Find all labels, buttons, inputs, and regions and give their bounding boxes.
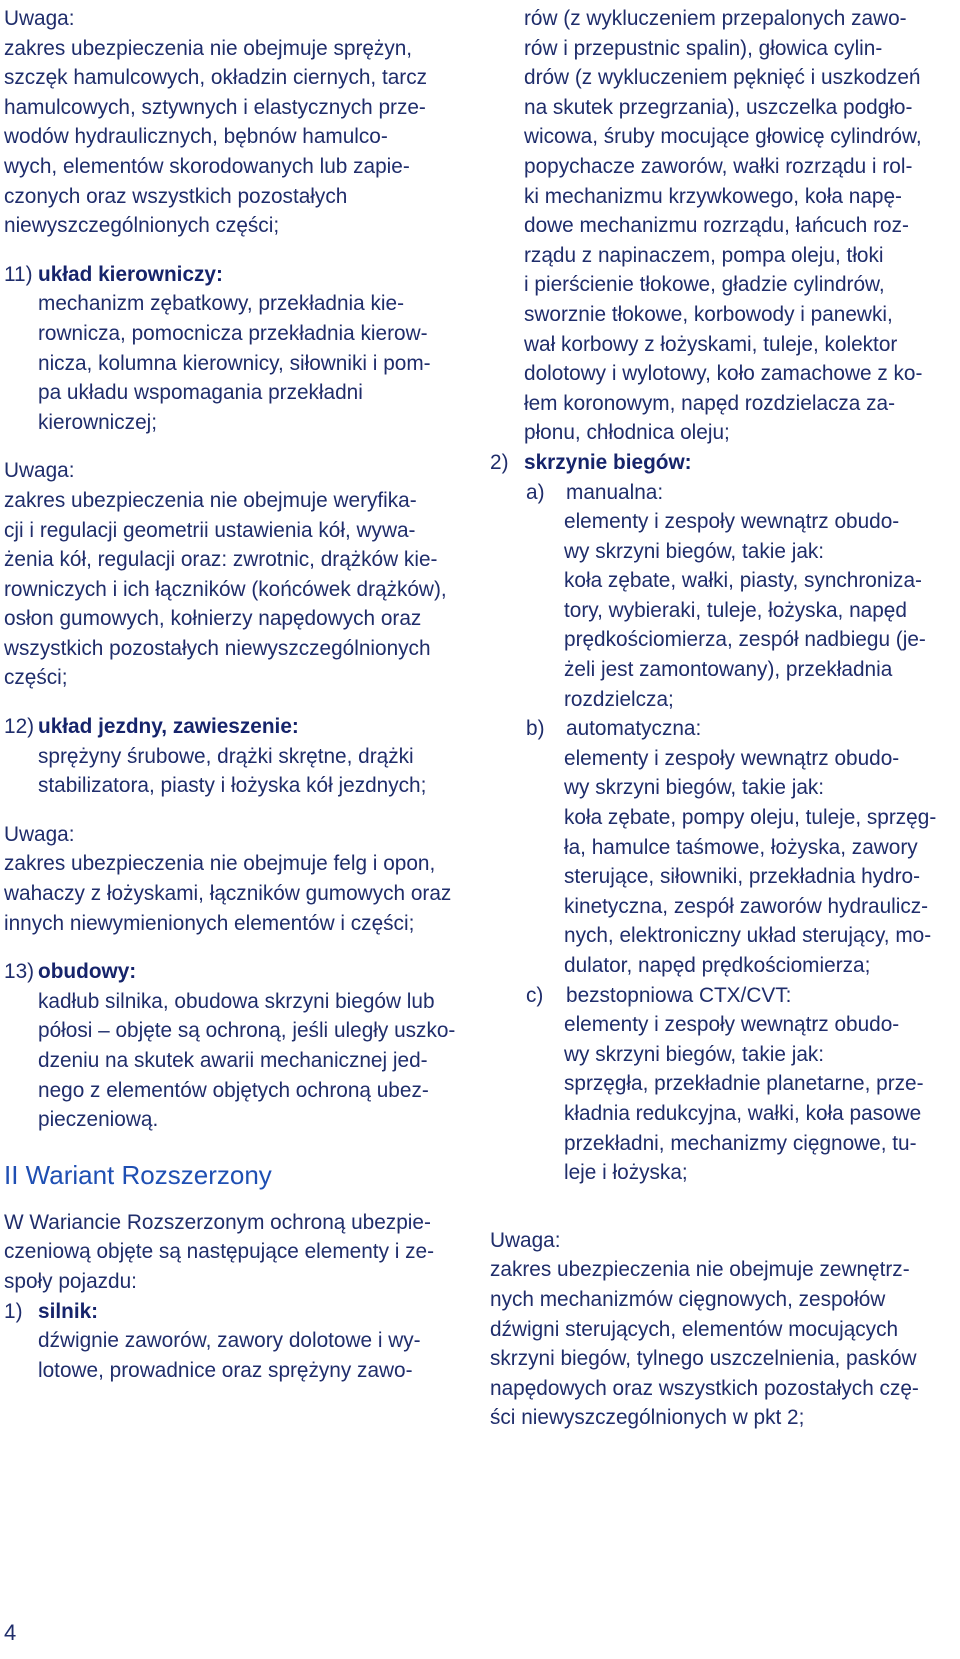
text-line: części; [4, 666, 68, 690]
note-label: Uwaga: [490, 1228, 561, 1252]
text-line: wszystkich pozostałych niewyszczególnionych [4, 636, 431, 660]
text-line: wy skrzyni biegów, takie jak: [564, 776, 825, 800]
text-line: wał korbowy z łożyskami, tuleje, kolektor [524, 332, 898, 356]
item-number: 12) [4, 715, 35, 739]
intro-text [4, 1208, 466, 1297]
text-line: osłon gumowych, kołnierzy napędowych oraz [4, 607, 422, 631]
subitem-letter: a) [526, 480, 545, 504]
subitem-c [490, 981, 956, 1188]
text-line: hamulcowych, sztywnych i elastycznych prze- [4, 95, 426, 119]
item-heading: silnik: [38, 1299, 99, 1323]
item-number: 13) [4, 960, 35, 984]
right-column [490, 4, 956, 1433]
text-line: innych niewymienionych elementów i części; [4, 911, 415, 935]
text-line: i pierścienie tłokowe, gładzie cylindrów, [524, 273, 885, 297]
item-heading: układ jezdny, zawieszenie: [38, 715, 299, 739]
subitem-text [490, 1010, 956, 1188]
text-line: ści niewyszczególnionych w pkt 2; [490, 1406, 805, 1430]
item-heading: układ kierowniczy: [38, 262, 223, 286]
text-line: społy pojazdu: [4, 1269, 137, 1293]
text-line: elementy i zespoły wewnątrz obudo- [564, 510, 900, 534]
text-line: dźwigni sterujących, elementów mocujących [490, 1317, 899, 1341]
text-line: czonych oraz wszystkich pozostałych [4, 184, 348, 208]
list-item-11 [4, 260, 466, 438]
subitem-letter: c) [526, 983, 544, 1007]
text-line: czeniową objęte są następujące elementy i ze- [4, 1240, 435, 1264]
text-line: zakres ubezpieczenia nie obejmuje felg i opon, [4, 852, 436, 876]
text-line: pa układu wspomagania przekładni [38, 381, 363, 405]
item-heading: obudowy: [38, 960, 137, 984]
text-line: dolotowy i wylotowy, koło zamachowe z ko- [524, 362, 923, 386]
text-line: dulator, napęd prędkościomierza; [564, 954, 871, 977]
text-line: skrzyni biegów, tylnego uszczelnienia, pasków [490, 1347, 917, 1371]
list-item-13 [4, 957, 466, 1135]
text-line: kinetyczna, zespół zaworów hydraulicz- [564, 894, 929, 918]
list-item-12 [4, 712, 466, 801]
text-line: wicowa, śruby mocujące głowicę cylindrów, [524, 125, 922, 149]
note-block [4, 4, 466, 241]
text-line: wy skrzyni biegów, takie jak: [564, 1042, 825, 1066]
text-line: popychacze zaworów, wałki rozrządu i rol- [524, 154, 913, 178]
page-number: 4 [4, 1620, 17, 1645]
text-line: leje i łożyska; [564, 1161, 688, 1185]
note-block [4, 820, 466, 938]
list-item-2 [490, 448, 956, 1188]
item-text [4, 1326, 466, 1385]
text-line: nego z elementów objętych ochroną ubez- [38, 1078, 429, 1102]
text-line: ki mechanizmu krzywkowego, koła napę- [524, 184, 902, 208]
note-label: Uwaga: [4, 822, 75, 846]
item-text [4, 987, 466, 1135]
left-column [4, 4, 466, 1385]
text-line: rownicza, pomocnicza przekładnia kierow- [38, 321, 428, 345]
text-line: tory, wybieraki, tuleje, łożyska, napęd [564, 598, 907, 622]
text-line: nicza, kolumna kierownicy, siłowniki i pom- [38, 351, 431, 375]
item-text [4, 289, 466, 437]
text-line: rów (z wykluczeniem przepalonych zawo- [524, 7, 907, 30]
text-line: płonu, chłodnica oleju; [524, 421, 730, 445]
item-number: 2) [490, 450, 509, 474]
note-text [4, 849, 466, 938]
text-line: półosi – objęte są ochroną, jeśli uległy uszko- [38, 1019, 456, 1043]
note-label: Uwaga: [4, 7, 75, 30]
text-line: elementy i zespoły wewnątrz obudo- [564, 1013, 900, 1037]
text-line: sworznie tłokowe, korbowody i panewki, [524, 302, 893, 326]
text-line: rowniczych i ich łączników (końcówek drążków), [4, 577, 447, 601]
text-line: na skutek przegrzania), uszczelka podgło- [524, 95, 913, 119]
text-line: nych mechanizmów cięgnowych, zespołów [490, 1287, 886, 1311]
text-line: kadłub silnika, obudowa skrzyni biegów lub [38, 989, 435, 1013]
note-block [4, 456, 466, 693]
text-line: lotowe, prowadnice oraz sprężyny zawo- [38, 1358, 413, 1382]
text-line: W Wariancie Rozszerzonym ochroną ubezpie- [4, 1210, 431, 1234]
subitem-text [490, 744, 956, 981]
subitem-text [490, 507, 956, 714]
subitem-heading: automatyczna: [566, 717, 702, 741]
text-line: prędkościomierza, zespół nadbiegu (je- [564, 628, 926, 652]
text-line: stabilizatora, piasty i łożyska kół jezdnych; [38, 774, 427, 798]
note-block [490, 1226, 956, 1433]
text-line: pieczeniową. [38, 1108, 159, 1132]
section-title: II Wariant Rozszerzony [4, 1159, 272, 1190]
note-text [490, 1255, 956, 1433]
text-line: rządu z napinaczem, pompa oleju, tłoki [524, 243, 884, 267]
text-line: sprężyny śrubowe, drążki skrętne, drążki [38, 744, 414, 768]
text-line: łem koronowym, napęd rozdzielacza za- [524, 391, 896, 415]
note-label: Uwaga: [4, 459, 75, 483]
text-line: kładnia redukcyjna, wałki, koła pasowe [564, 1101, 922, 1125]
text-line: koła zębate, wałki, piasty, synchroniza- [564, 569, 922, 593]
text-line: kierowniczej; [38, 410, 158, 434]
text-line: zakres ubezpieczenia nie obejmuje weryfika- [4, 488, 417, 512]
text-line: napędowych oraz wszystkich pozostałych czę- [490, 1376, 919, 1400]
text-line: zakres ubezpieczenia nie obejmuje sprężyn, [4, 36, 413, 60]
text-line: zakres ubezpieczenia nie obejmuje zewnętrz- [490, 1258, 910, 1282]
text-line: nych, elektroniczny układ sterujący, mo- [564, 924, 932, 948]
subitem-heading: manualna: [566, 480, 664, 504]
item-heading: skrzynie biegów: [524, 450, 692, 474]
item-text [4, 742, 466, 801]
text-line: ła, hamulce taśmowe, łożyska, zawory [564, 835, 918, 859]
item-number: 1) [4, 1299, 23, 1323]
text-line: rów i przepustnic spalin), głowica cylin- [524, 36, 883, 60]
note-text [4, 34, 466, 241]
text-line: żenia kół, regulacji oraz: zwrotnic, drążków kie- [4, 548, 438, 572]
text-line: przekładni, mechanizmy cięgnowe, tu- [564, 1131, 917, 1155]
list-item-1 [4, 1297, 466, 1386]
text-line: mechanizm zębatkowy, przekładnia kie- [38, 292, 405, 316]
text-line: koła zębate, pompy oleju, tuleje, sprzęg- [564, 806, 937, 830]
subitem-a [490, 478, 956, 715]
text-line: dźwignie zaworów, zawory dolotowe i wy- [38, 1329, 421, 1353]
text-line: dzeniu na skutek awarii mechanicznej jed- [38, 1049, 428, 1072]
text-line: drów (z wykluczeniem pęknięć i uszkodzeń [524, 66, 921, 90]
note-text [4, 486, 466, 693]
text-line: wy skrzyni biegów, takie jak: [564, 539, 825, 563]
text-line: dowe mechanizmu rozrządu, łańcuch roz- [524, 214, 909, 238]
text-line: wodów hydraulicznych, bębnów hamulco- [4, 125, 388, 149]
text-line: szczęk hamulcowych, okładzin ciernych, tarcz [4, 66, 428, 90]
text-line: elementy i zespoły wewnątrz obudo- [564, 746, 900, 770]
text-line: wahaczy z łożyskami, łączników gumowych oraz [4, 882, 452, 906]
text-line: sterujące, siłowniki, przekładnia hydro- [564, 865, 921, 889]
text-line: niewyszczególnionych części; [4, 214, 280, 238]
text-line: rozdzielcza; [564, 687, 674, 711]
item-number: 11) [4, 262, 33, 286]
text-line: wych, elementów skorodowanych lub zapie- [4, 154, 410, 178]
text-line: cji i regulacji geometrii ustawienia kół, wywa- [4, 518, 416, 542]
subitem-letter: b) [526, 717, 545, 741]
text-line: żeli jest zamontowany), przekładnia [564, 658, 893, 682]
item-text-continued [490, 4, 956, 448]
subitem-heading: bezstopniowa CTX/CVT: [566, 983, 792, 1007]
subitem-b [490, 714, 956, 980]
text-line: sprzęgła, przekładnie planetarne, prze- [564, 1072, 924, 1096]
